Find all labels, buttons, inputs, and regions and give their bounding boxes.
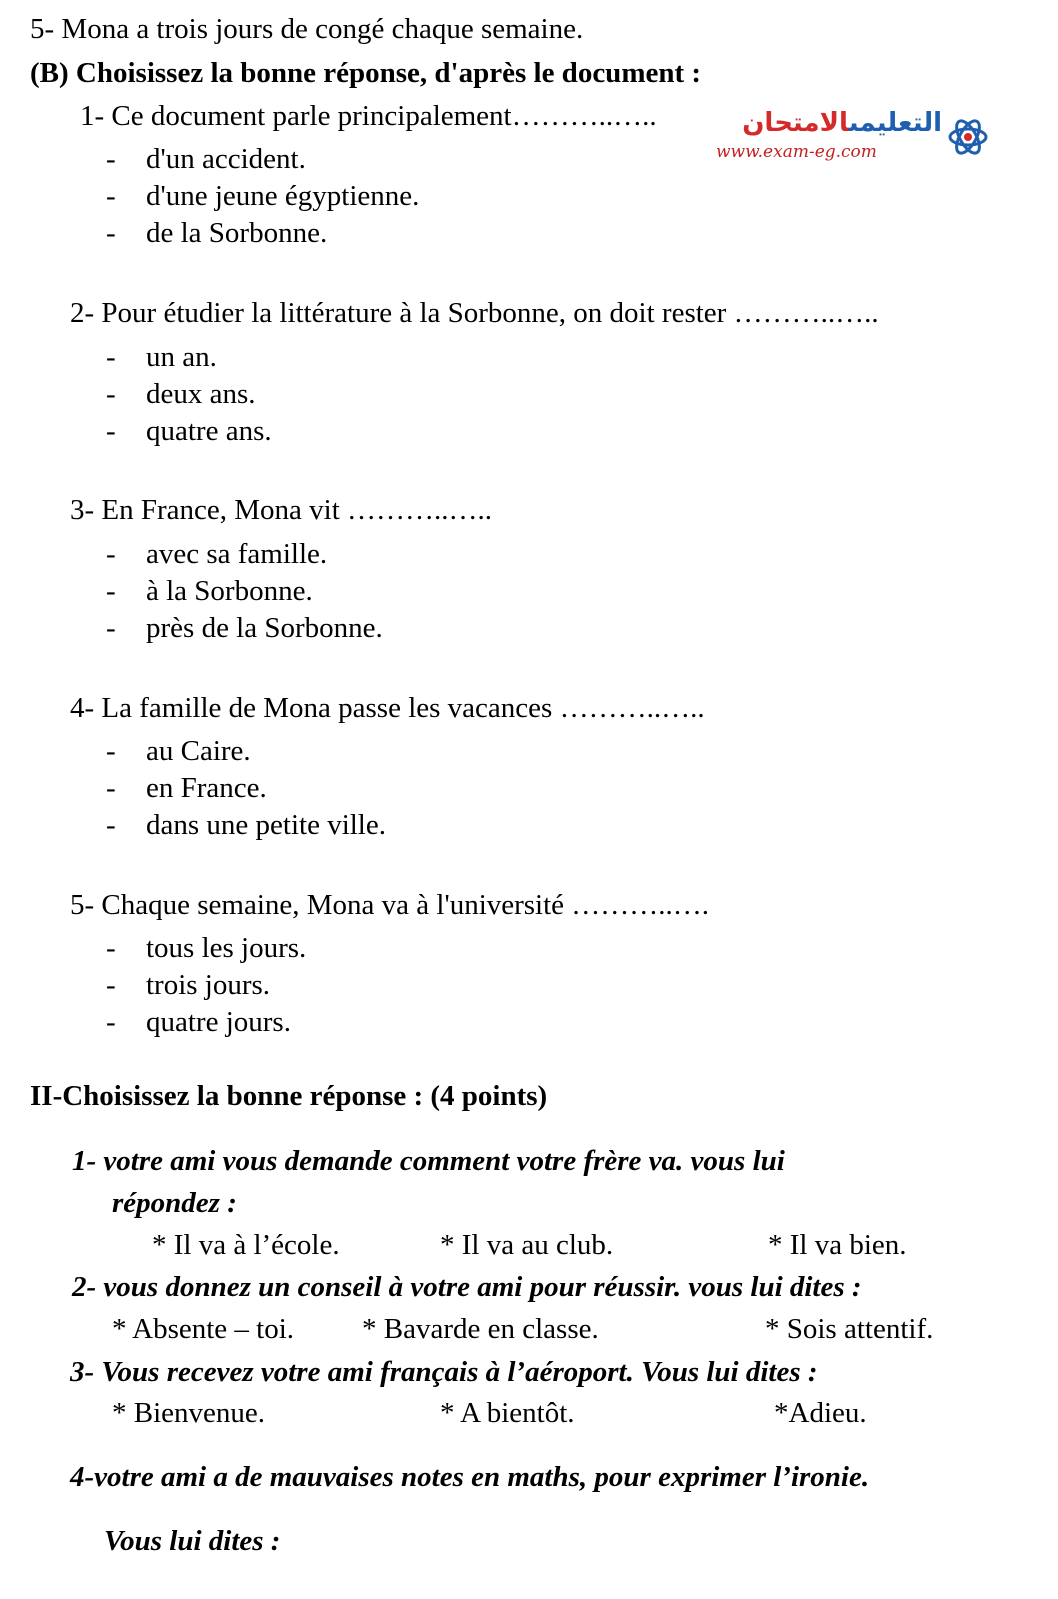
choice-item: * Bavarde en classe. xyxy=(362,1313,599,1345)
atom-logo-icon xyxy=(946,112,990,162)
option-dash: - xyxy=(106,809,116,841)
section-ii-title: II-Choisissez la bonne réponse : (4 points) xyxy=(30,1080,548,1112)
option-text: dans une petite ville. xyxy=(146,809,386,841)
option-text: tous les jours. xyxy=(146,932,307,964)
situation-1-line-2: répondez : xyxy=(112,1187,237,1219)
option-dash: - xyxy=(106,143,116,175)
option-dash: - xyxy=(106,612,116,644)
situation-4-line-2: Vous lui dites : xyxy=(104,1525,281,1557)
option-text: d'un accident. xyxy=(146,143,306,175)
choice-item: *Adieu. xyxy=(774,1397,867,1429)
option-text: quatre ans. xyxy=(146,415,272,447)
section-b-title: (B) Choisissez la bonne réponse, d'après le document : xyxy=(30,57,702,89)
choice-item: * Il va bien. xyxy=(768,1229,907,1261)
choice-item: * Absente – toi. xyxy=(112,1313,295,1345)
option-text: à la Sorbonne. xyxy=(146,575,313,607)
previous-question-line: 5- Mona a trois jours de congé chaque semaine. xyxy=(30,13,584,45)
question-stem: 2- Pour étudier la littérature à la Sorbonne, on doit rester ………..….. xyxy=(70,297,879,329)
option-text: quatre jours. xyxy=(146,1006,291,1038)
situation-3-line: 3- Vous recevez votre ami français à l’aéroport. Vous lui dites : xyxy=(70,1356,818,1388)
question-stem: 1- Ce document parle principalement………..….. xyxy=(80,100,657,132)
option-dash: - xyxy=(106,415,116,447)
choice-item: * Sois attentif. xyxy=(765,1313,934,1345)
situation-2-line: 2- vous donnez un conseil à votre ami pour réussir. vous lui dites : xyxy=(72,1271,862,1303)
watermark-arabic: التعليمىالامتحان xyxy=(742,108,942,138)
option-text: en France. xyxy=(146,772,267,804)
question-stem: 5- Chaque semaine, Mona va à l'université ………..…. xyxy=(70,889,710,921)
option-dash: - xyxy=(106,1006,116,1038)
situation-1-line-1: 1- votre ami vous demande comment votre frère va. vous lui xyxy=(72,1145,785,1177)
question-stem: 3- En France, Mona vit ………..….. xyxy=(70,494,493,526)
choice-item: * Il va à l’école. xyxy=(152,1229,340,1261)
option-text: au Caire. xyxy=(146,735,251,767)
option-dash: - xyxy=(106,378,116,410)
option-text: de la Sorbonne. xyxy=(146,217,328,249)
option-text: près de la Sorbonne. xyxy=(146,612,383,644)
question-stem: 4- La famille de Mona passe les vacances ………..….. xyxy=(70,692,705,724)
situation-4-line-1: 4-votre ami a de mauvaises notes en maths, pour exprimer l’ironie. xyxy=(70,1461,870,1493)
option-dash: - xyxy=(106,932,116,964)
option-text: trois jours. xyxy=(146,969,271,1001)
option-dash: - xyxy=(106,772,116,804)
option-dash: - xyxy=(106,217,116,249)
option-text: un an. xyxy=(146,341,217,373)
option-text: avec sa famille. xyxy=(146,538,328,570)
watermark-url: www.exam-eg.com xyxy=(716,142,877,162)
choice-item: * A bientôt. xyxy=(440,1397,575,1429)
choice-item: * Il va au club. xyxy=(440,1229,614,1261)
choice-item: * Bienvenue. xyxy=(112,1397,266,1429)
watermark xyxy=(712,108,992,168)
option-dash: - xyxy=(106,538,116,570)
option-dash: - xyxy=(106,341,116,373)
option-text: d'une jeune égyptienne. xyxy=(146,180,420,212)
option-dash: - xyxy=(106,969,116,1001)
option-dash: - xyxy=(106,735,116,767)
option-dash: - xyxy=(106,180,116,212)
option-dash: - xyxy=(106,575,116,607)
option-text: deux ans. xyxy=(146,378,256,410)
